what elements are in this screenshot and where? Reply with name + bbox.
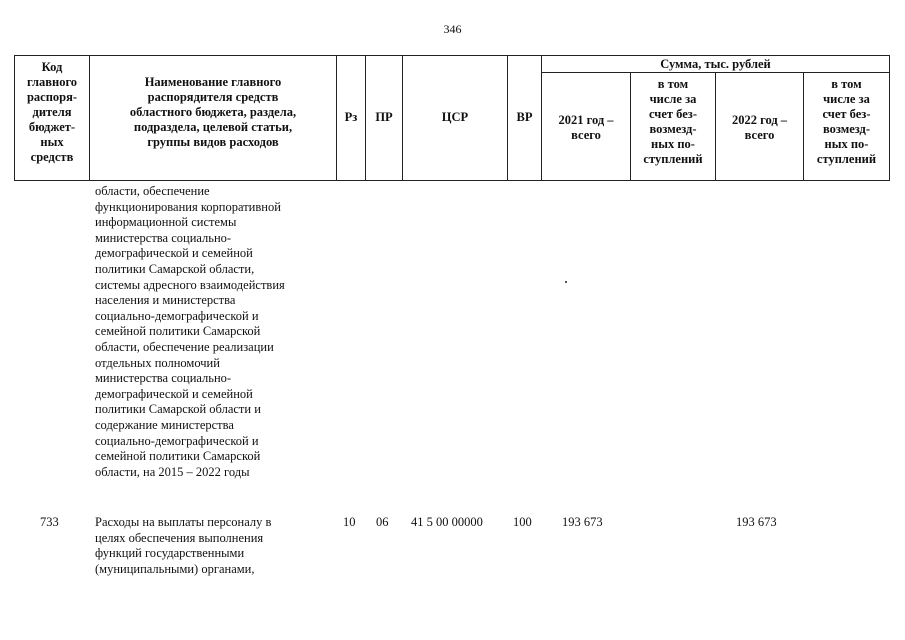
row-csr: 41 5 00 00000 [411, 515, 483, 529]
header-code: Код главного распоря- дителя бюджет- ных средств [26, 60, 78, 164]
row-description: Расходы на выплаты персоналу в целях обеспечения выполнения функций государственными (муниципальными) органами, [95, 515, 272, 576]
row-sum-2022: 193 673 [736, 515, 777, 529]
row-rz: 10 [343, 515, 356, 529]
row-pr: 06 [376, 515, 389, 529]
row-code: 733 [40, 515, 59, 529]
page-number: 346 [443, 22, 462, 36]
scan-speck [565, 281, 567, 283]
col-border [889, 55, 890, 181]
header-2022-gratuitous: в том числе за счет без- возмезд- ных по- ступлений [816, 77, 877, 166]
header-bottom-border [14, 180, 890, 181]
continuation-description: области, обеспечение функционирования корпоративной информационной системы министерства социально- демографической и семейной политики Самарской области, системы адресного взаимодействия населения и министерства социально-демографической и семейной политики Самарской области, обеспечение реализации отдельных полномочий министерства социально- демографической и семейной политики Самарской области и содержание министерства социально-демографической и семейной политики Самарской области, на 2015 – 2022 годы [95, 184, 285, 479]
header-csr: ЦСР [441, 110, 469, 124]
header-pr: ПР [375, 110, 393, 124]
header-2022-total: 2022 год – всего [731, 113, 788, 142]
header-vr: ВР [516, 110, 533, 124]
header-top-border [14, 55, 890, 56]
header-sum: Сумма, тыс. рублей [660, 57, 771, 71]
header-rz: Рз [344, 110, 358, 124]
header-name: Наименование главного распорядителя средств областного бюджета, раздела, подраздела, целевой статьи, группы видов расходов [129, 75, 297, 149]
row-vr: 100 [513, 515, 532, 529]
header-2021-gratuitous: в том числе за счет без- возмезд- ных по- ступлений [643, 77, 703, 166]
row-sum-2021: 193 673 [562, 515, 603, 529]
header-2021-total: 2021 год – всего [558, 113, 614, 142]
